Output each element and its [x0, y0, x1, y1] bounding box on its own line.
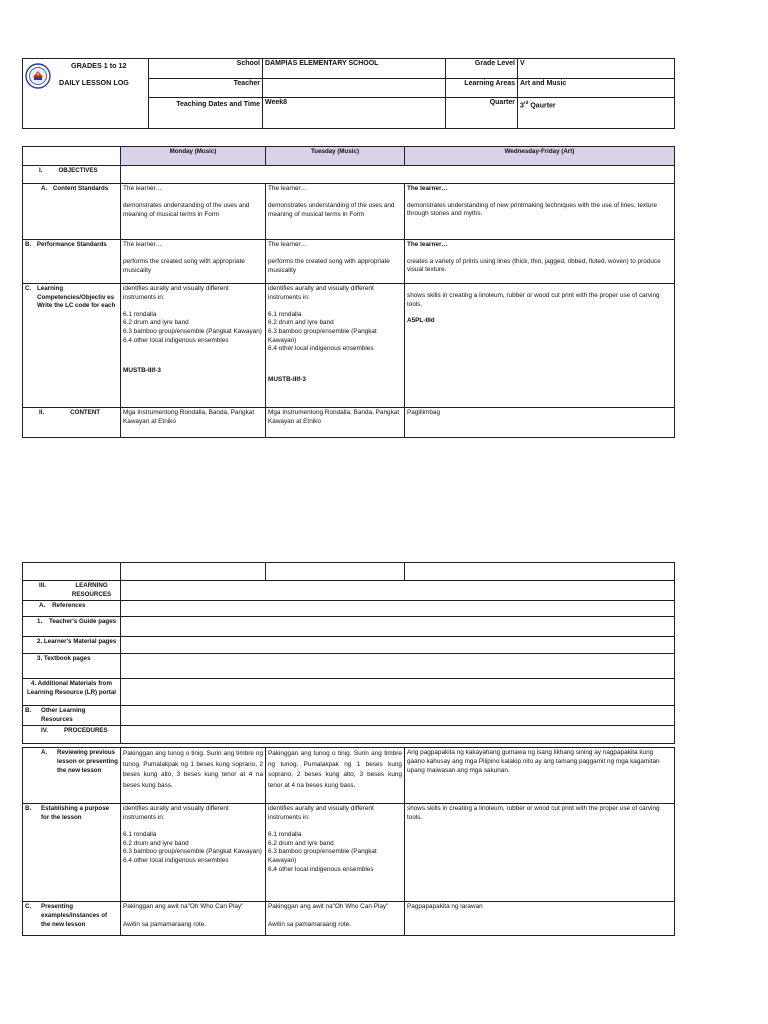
- grades-label: GRADES 1 to 12: [71, 61, 127, 70]
- quarter-value: 3rd Qaurter: [518, 98, 675, 129]
- teacher-label: Teacher: [149, 79, 263, 98]
- wednesday-friday-header: Wednesday-Friday (Art): [405, 147, 675, 166]
- teacher-value: [263, 79, 446, 98]
- learning-competencies-mon: identifies aurally and visually different instruments in: 6.1 rondalla 6.2 drum and lyre band 6.3 bamboo group/ensemble (Pangkat Kawayan) 6.4 other local indigenous ensembles MUSTB-IIIf-3: [121, 284, 266, 408]
- content-standards-tue: The learner… demonstrates understanding of the uses and meaning of musical terms in Form: [266, 184, 405, 240]
- blank-cell: [23, 563, 121, 581]
- presenting-wed: Pagpapapakita ng larawan: [405, 902, 675, 936]
- purpose-label: B. Establishing a purpose for the lesson: [23, 804, 121, 902]
- tuesday-header: Tuesday (Music): [266, 147, 405, 166]
- teaching-dates-label: Teaching Dates and Time: [149, 98, 263, 129]
- learning-areas-value: Art and Music: [518, 79, 675, 98]
- references-label: A. References: [23, 601, 121, 617]
- other-resources-label: B. Other Learning Resources: [23, 706, 121, 726]
- presenting-mon: Pakinggan ang awit na"Oh Who Can Play" Awitin sa pamamaraang rote.: [121, 902, 266, 936]
- content-mon: Mga Instrumentong Rondalla, Banda, Pangkat Kawayan at Etniko: [121, 408, 266, 438]
- performance-standards-label: B. Performance Standards: [23, 240, 121, 284]
- additional-materials-label: 4. Additional Materials from Learning Resource (LR) portal: [23, 679, 121, 706]
- monday-header: Monday (Music): [121, 147, 266, 166]
- grade-level-label: Grade Level: [446, 59, 518, 79]
- procedures-heading: IV. PROCEDURES: [23, 726, 121, 744]
- purpose-mon: identifies aurally and visually different instruments in: 6.1 rondalla 6.2 drum and lyre band 6.3 bamboo group/ensemble (Pangkat Kawayan) 6.4 other local indigenous ensembles: [121, 804, 266, 902]
- content-standards-wed: The learner… demonstrates understanding of new printmaking techniques with the use of lines, texture through stories and myths.: [405, 184, 675, 240]
- learning-areas-label: Learning Areas: [446, 79, 518, 98]
- quarter-label: Quarter: [446, 98, 518, 129]
- performance-standards-wed: The learner… creates a variety of prints using lines (thick, thin, jagged, ribbed, fluted, woven) to produce visual texture.: [405, 240, 675, 284]
- reviewing-mon: Pakinggan ang tunog o tinig. Surin ang timbre ng tunog. Pumalakpak ng 1 beses kung soprano, 2 beses kung alto, 3 beses kung tenor at 4 na beses kung bass.: [121, 748, 266, 804]
- objectives-heading: I. OBJECTIVES: [23, 166, 121, 184]
- textbook-pages-label: 3. Textbook pages: [23, 654, 121, 679]
- resources-table: [22, 562, 675, 936]
- header-table: [22, 58, 675, 129]
- content-standards-label: A. Content Standards: [23, 184, 121, 240]
- purpose-tue: identifies aurally and visually different instruments in: 6.1 rondalla 6.2 drum and lyre band 6.3 bamboo group/ensemble (Pangkat Kawayan) 6.4 other local indigenous ensembles: [266, 804, 405, 902]
- school-value: DAMPIAS ELEMENTARY SCHOOL: [263, 59, 446, 79]
- learning-competencies-tue: identifies aurally and visually different instruments in: 6.1 rondalla 6.2 drum and lyre band 6.3 bamboo group/ensemble (Pangkat Kawayan) 6.4 other local indigenous ensembles MUSTB-IIIf-3: [266, 284, 405, 408]
- school-label: School: [149, 59, 263, 79]
- reviewing-label: A. Reviewing previous lesson or presenting the new lesson: [23, 748, 121, 804]
- performance-standards-tue: The learner… performs the created song with appropriate musicality: [266, 240, 405, 284]
- deped-seal-icon: [25, 63, 51, 89]
- presenting-label: C. Presenting examples/instances of the new lesson: [23, 902, 121, 936]
- content-wed: Paglilimbag: [405, 408, 675, 438]
- presenting-tue: Pakinggan ang awit na"Oh Who Can Play" Awitin sa pamamaraang rote.: [266, 902, 405, 936]
- teachers-guide-label: 1. Teacher's Guide pages: [23, 617, 121, 637]
- grade-level-value: V: [518, 59, 675, 79]
- learning-competencies-wed: shows skills in creating a linoleum, rubber or wood cut print with the proper use of carving tools. A5PL-IIId: [405, 284, 675, 408]
- header-title-cell: [23, 59, 149, 129]
- objectives-table: [22, 146, 675, 438]
- reviewing-tue: Pakinggan ang tunog o tinig. Surin ang timbre ng tunog. Pumalakpak ng 1 beses kung soprano, 2 beses kung alto, 3 beses kung tenor at 4 na beses kung bass.: [266, 748, 405, 804]
- learners-material-label: 2. Learner's Material pages: [23, 637, 121, 654]
- performance-standards-mon: The learner… performs the created song with appropriate musicality: [121, 240, 266, 284]
- content-tue: Mga Instrumentong Rondalla, Banda, Pangkat Kawayan at Etniko: [266, 408, 405, 438]
- purpose-wed: shows skills in creating a linoleum, rubber or wood cut print with the proper use of carving tools.: [405, 804, 675, 902]
- learning-resources-heading: III. LEARNING RESOURCES: [23, 581, 121, 601]
- teaching-dates-value: Week8: [263, 98, 446, 129]
- content-standards-mon: The learner… demonstrates understanding of the uses and meaning of musical terms in Form: [121, 184, 266, 240]
- learning-competencies-label: C. Learning Competencies/Objectiv es Write the LC code for each: [23, 284, 121, 408]
- objectives-empty: [121, 166, 675, 184]
- content-heading: II. CONTENT: [23, 408, 121, 438]
- blank-header-cell: [23, 147, 121, 166]
- reviewing-wed: Ang pagpapakita ng kakayahang gumawa ng isang likhang sining ay nagpapakita kung gaano kahusay ang mga Pilipino kalakip nito ay ang tamang paggamit ng mga kagamitan upang maiwasan ang mga sakunan.: [405, 748, 675, 804]
- daily-lesson-log-label: DAILY LESSON LOG: [59, 77, 129, 87]
